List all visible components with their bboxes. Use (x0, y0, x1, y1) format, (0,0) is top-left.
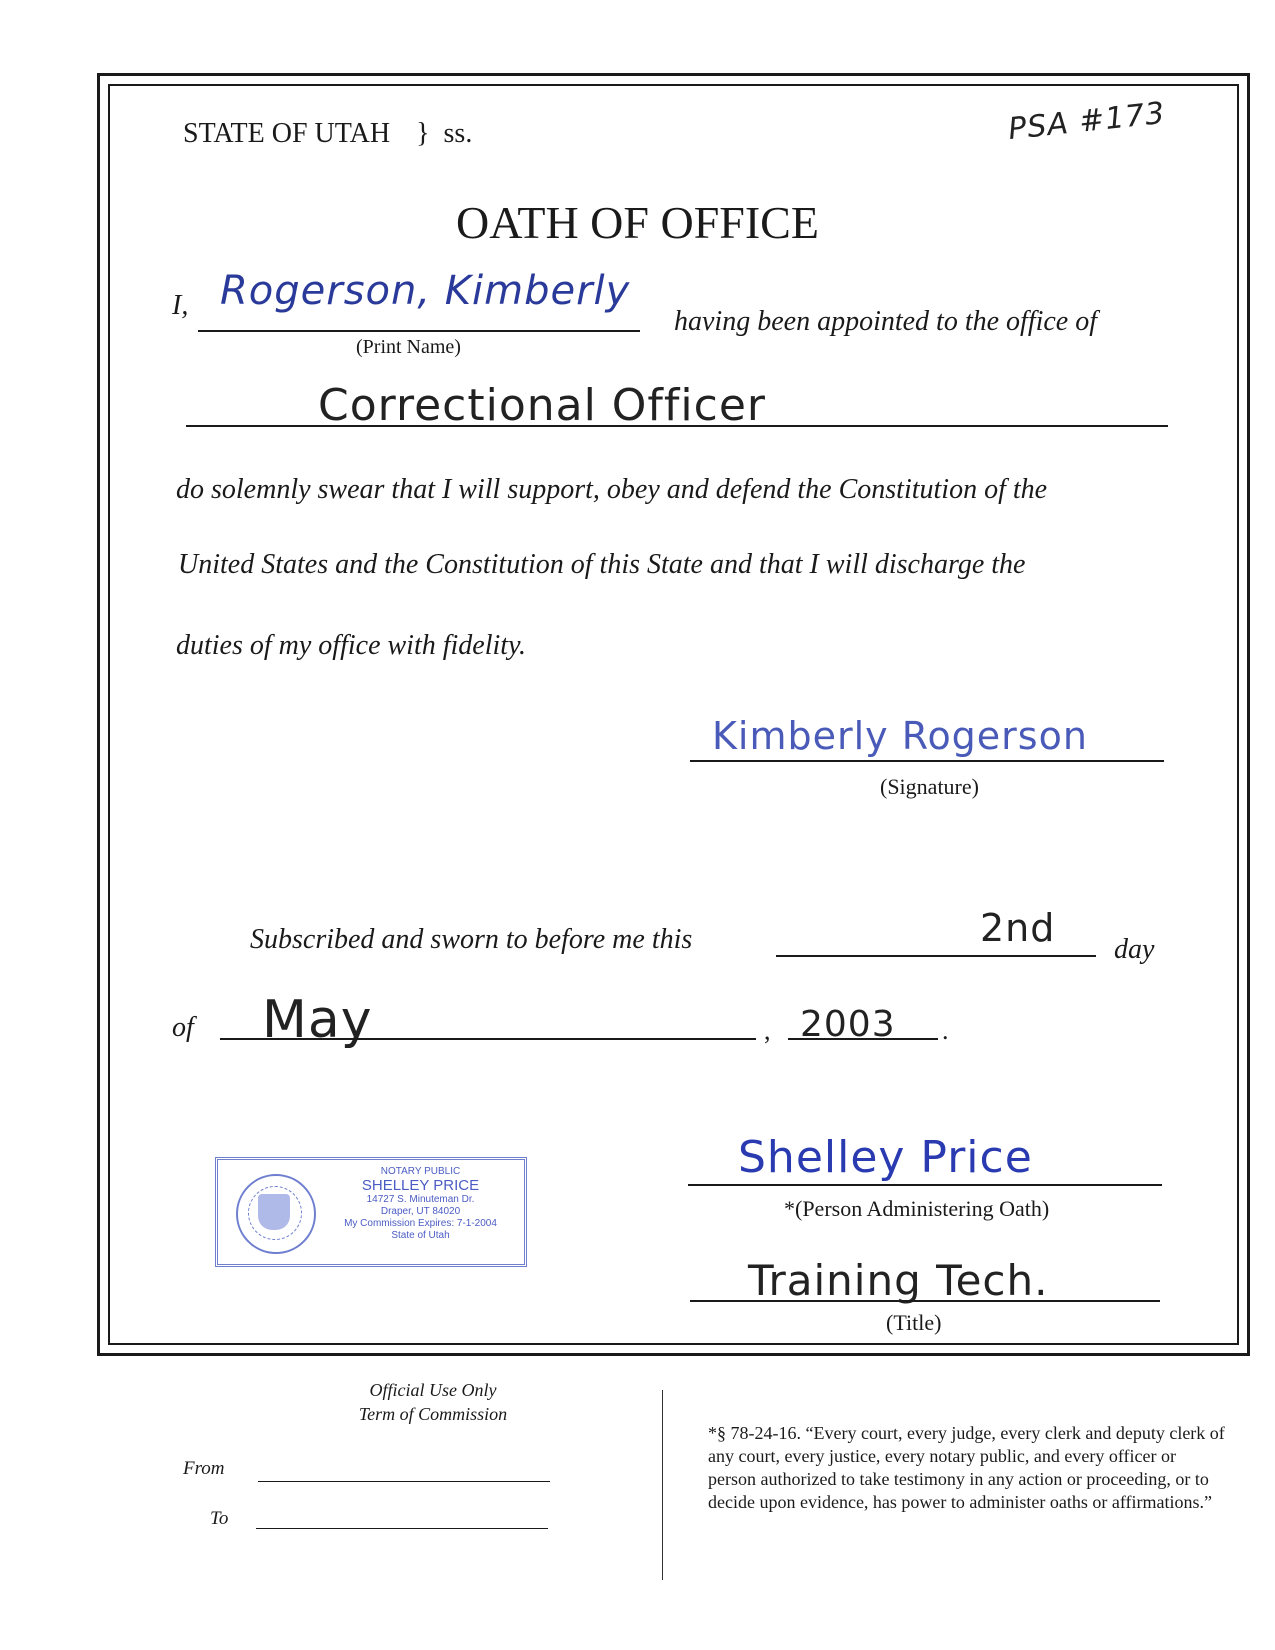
print-name-label: (Print Name) (356, 336, 461, 358)
subscribed-text: Subscribed and sworn to before me this (250, 924, 693, 955)
year-line (788, 1038, 938, 1040)
day-line (776, 955, 1096, 957)
day-label: day (1114, 934, 1155, 965)
office-value: Correctional Officer (318, 380, 766, 431)
month-line (220, 1038, 756, 1040)
office-line (186, 425, 1168, 427)
term-of-commission-heading: Term of Commission (358, 1404, 508, 1424)
from-label: From (183, 1458, 225, 1479)
state-name: STATE OF UTAH (183, 118, 391, 149)
administrator-title-value: Training Tech. (748, 1256, 1049, 1305)
statute-footnote: *§ 78-24-16. “Every court, every judge, every clerk and deputy clerk of any court, every justice, every notary public, and every officer or person authorized to take testimony in any action or proceeding, or to decide upon evidence, has power to administer oaths or affirmations.” (708, 1423, 1225, 1512)
brace-symbol: } (416, 118, 430, 149)
swear-line-2: United States and the Constitution of this State and that I will discharge the (178, 549, 1026, 580)
day-value: 2nd (980, 906, 1056, 950)
stamp-address2: Draper, UT 84020 (380, 1206, 461, 1217)
swear-line-3: duties of my office with fidelity. (176, 630, 526, 661)
date-period: . (942, 1016, 949, 1045)
official-use-heading: Official Use Only (369, 1380, 497, 1400)
administrator-signature-label: *(Person Administering Oath) (784, 1196, 1050, 1221)
stamp-address1: 14727 S. Minuteman Dr. (366, 1194, 475, 1205)
stamp-commission: My Commission Expires: 7-1-2004 (344, 1218, 497, 1229)
to-label: To (210, 1508, 229, 1529)
i-prefix: I, (172, 290, 189, 321)
page-title: OATH OF OFFICE (456, 197, 819, 248)
seal-emblem (258, 1194, 290, 1230)
from-line (258, 1481, 550, 1482)
signature-label: (Signature) (880, 774, 979, 799)
signature-line (690, 760, 1164, 762)
vertical-divider (662, 1390, 663, 1580)
administrator-title-line (690, 1300, 1160, 1302)
stamp-name: SHELLEY PRICE (361, 1177, 480, 1194)
administrator-signature-value: Shelley Price (738, 1132, 1033, 1183)
date-comma: , (764, 1016, 771, 1045)
utah-state-seal-icon (236, 1174, 316, 1254)
signature-value: Kimberly Rogerson (712, 714, 1088, 758)
year-value: 2003 (800, 1004, 896, 1045)
of-label: of (172, 1012, 194, 1043)
appointed-text: having been appointed to the office of (674, 306, 1098, 337)
print-name-line (198, 330, 640, 332)
stamp-text-block (318, 1166, 523, 1242)
month-value: May (262, 990, 373, 1050)
state-heading (183, 118, 472, 150)
administrator-title-label: (Title) (886, 1310, 942, 1335)
notary-stamp (215, 1157, 527, 1267)
print-name-value: Rogerson, Kimberly (220, 268, 631, 314)
ss-label: ss. (443, 118, 473, 149)
administrator-signature-line (688, 1184, 1162, 1186)
reference-number: PSA #173 (1006, 95, 1167, 148)
stamp-state: State of Utah (391, 1230, 450, 1241)
swear-line-1: do solemnly swear that I will support, obey and defend the Constitution of the (176, 474, 1048, 505)
stamp-header: NOTARY PUBLIC (380, 1166, 461, 1177)
to-line (256, 1528, 548, 1529)
